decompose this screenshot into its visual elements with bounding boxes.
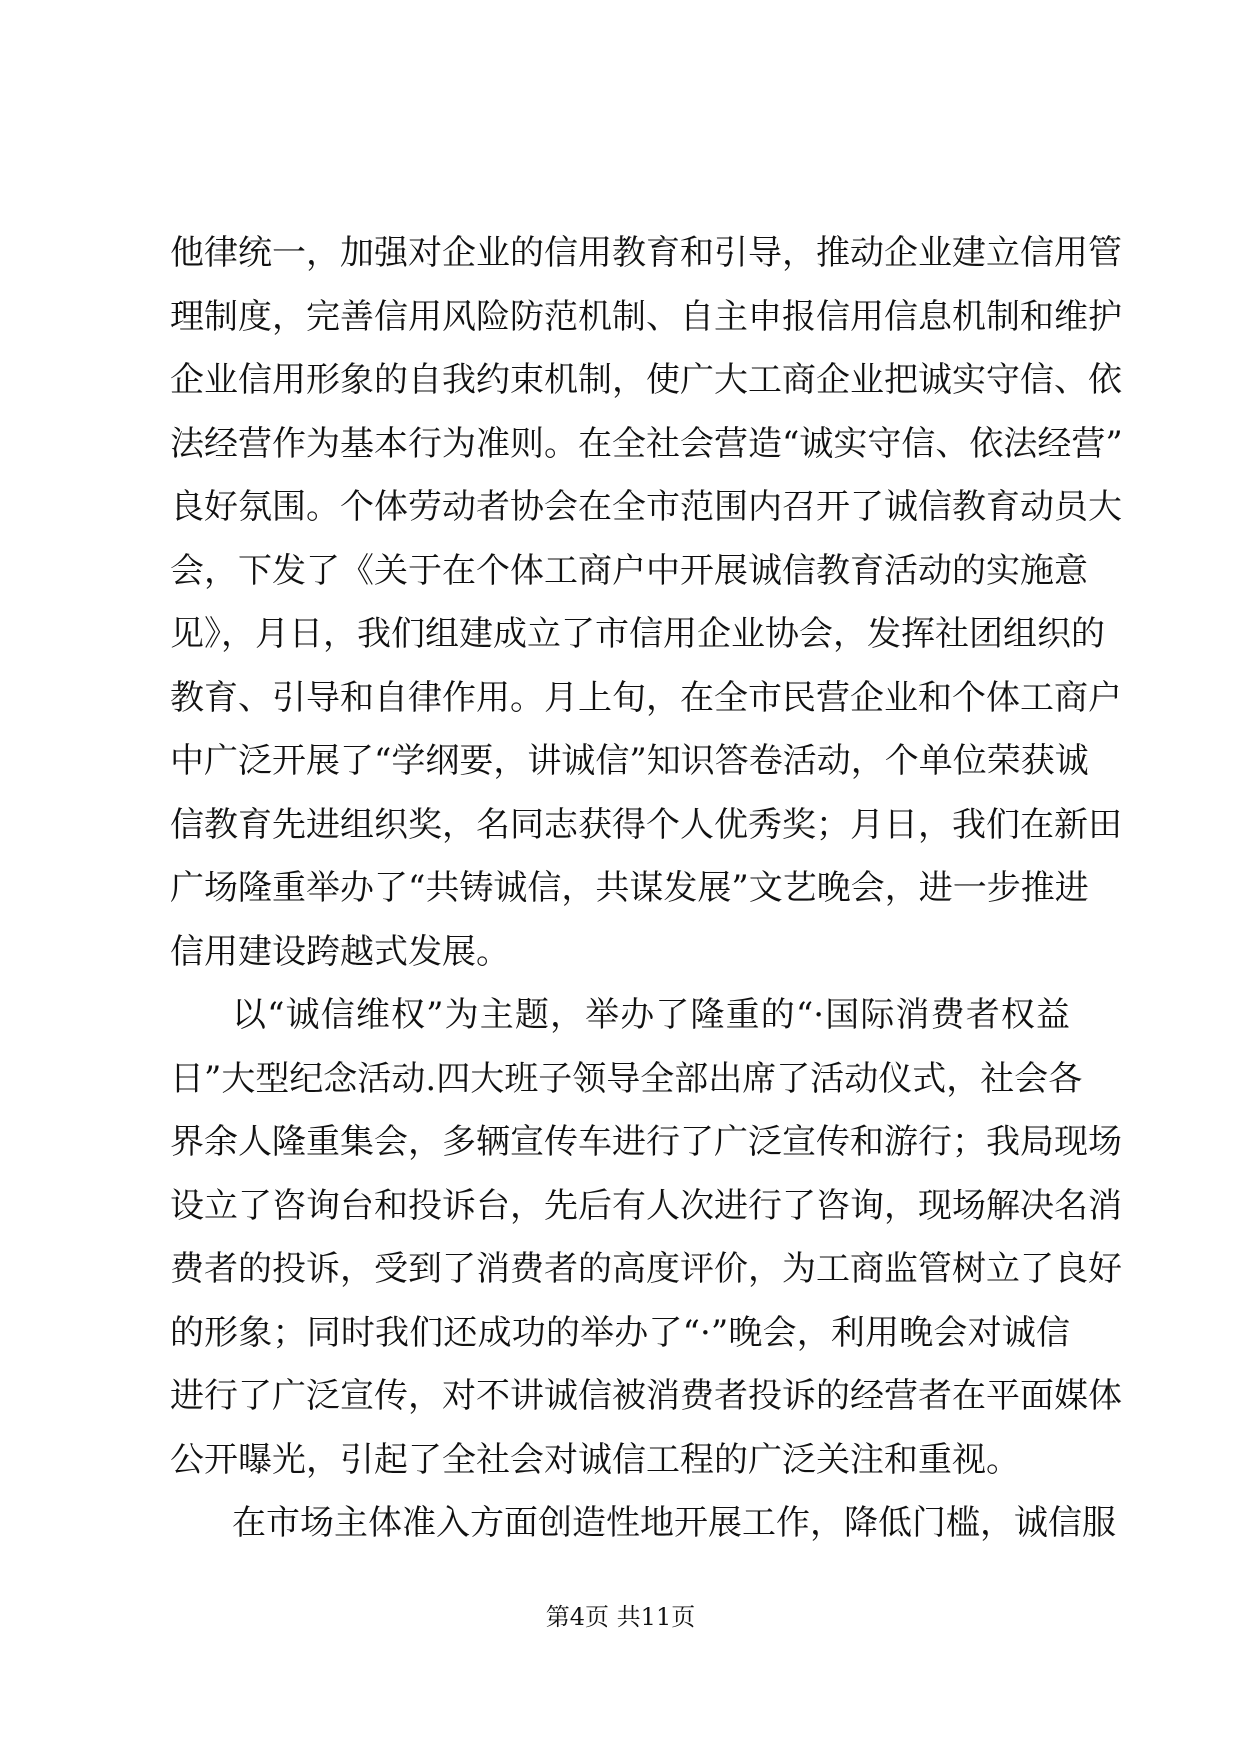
text-line: 见》，月日，我们组建成立了市信用企业协会，发挥社团组织的	[170, 614, 1105, 654]
text-line: 公开曝光，引起了全社会对诚信工程的广泛关注和重视。	[170, 1439, 1020, 1480]
text-line: 会，下发了《关于在个体工商户中开展诚信教育活动的实施意	[170, 550, 1088, 591]
text-line: 界余人隆重集会，多辆宣传车进行了广泛宣传和游行；我局现场	[170, 1122, 1122, 1162]
text-line: 企业信用形象的自我约束机制，使广大工商企业把诚实守信、依	[170, 360, 1122, 400]
text-line: 的形象；同时我们还成功的举办了“·”晚会，利用晚会对诚信	[170, 1312, 1070, 1353]
text-line: 费者的投诉，受到了消费者的高度评价，为工商监管树立了良好	[170, 1249, 1122, 1289]
page-footer: 第4页 共11页	[545, 1603, 696, 1631]
text-line: 法经营作为基本行为准则。在全社会营造“诚实守信、依法经营”	[170, 423, 1123, 464]
text-line: 信教育先进组织奖，名同志获得个人优秀奖；月日，我们在新田	[170, 804, 1122, 845]
paragraph-first-line: 以“诚信维权”为主题，举办了隆重的“·国际消费者权益	[232, 995, 1070, 1035]
body-text	[170, 222, 1123, 1556]
text-line: 教育、引导和自律作用。月上旬，在全市民营企业和个体工商户	[170, 677, 1122, 718]
text-line: 理制度，完善信用风险防范机制、自主申报信用信息机制和维护	[170, 296, 1122, 337]
text-line: 中广泛开展了“学纲要，讲诚信”知识答卷活动，个单位荣获诚	[170, 741, 1089, 781]
text-line: 日”大型纪念活动.四大班子领导全部出席了活动仪式，社会各	[170, 1058, 1083, 1099]
text-line: 进行了广泛宣传，对不讲诚信被消费者投诉的经营者在平面媒体	[170, 1376, 1122, 1416]
text-line: 他律统一，加强对企业的信用教育和引导，推动企业建立信用管	[170, 233, 1122, 273]
text-line: 设立了咨询台和投诉台，先后有人次进行了咨询，现场解决名消	[170, 1185, 1122, 1226]
text-line: 信用建设跨越式发展。	[170, 931, 510, 972]
text-line: 广场隆重举办了“共铸诚信，共谋发展”文艺晚会，进一步推进	[170, 868, 1089, 908]
text-line: 良好氛围。个体劳动者协会在全市范围内召开了诚信教育动员大	[170, 487, 1122, 527]
paragraph-first-line: 在市场主体准入方面创造性地开展工作，降低门槛，诚信服	[232, 1503, 1116, 1543]
